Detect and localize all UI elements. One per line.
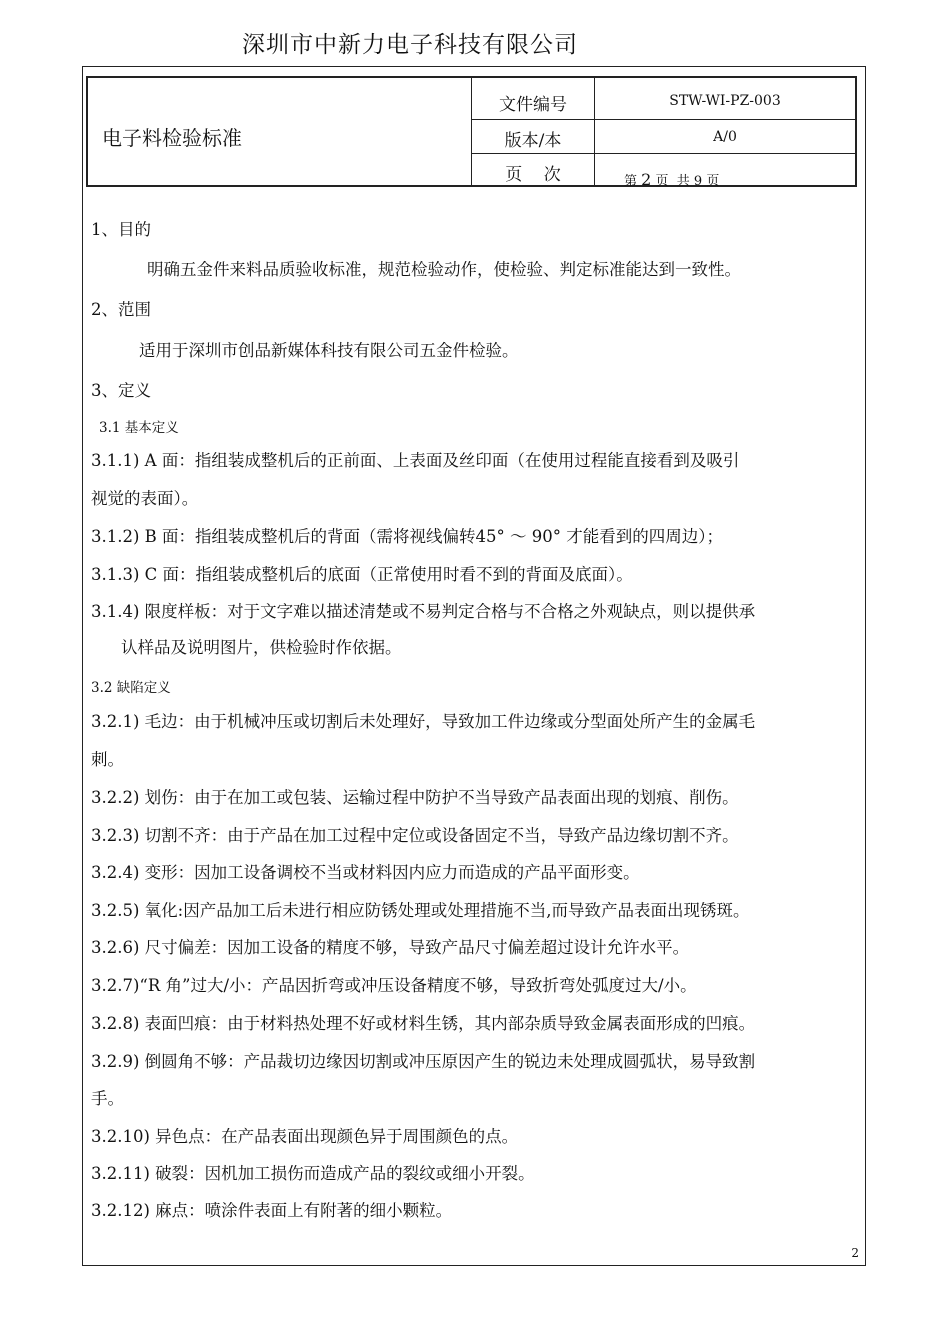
defect-item: 3.2.4) 变形：因加工设备调校不当或材料因内应力而造成的产品平面形变。 [91,863,640,882]
paragraph: 适用于深圳市创品新媒体科技有限公司五金件检验。 [139,341,519,360]
defect-item: 3.2.1) 毛边：由于机械冲压或切割后未处理好，导致加工件边缘或分型面处所产生的金属毛 [91,712,756,731]
definition-item: 3.1.4) 限度样板：对于文字难以描述清楚或不易判定合格与不合格之外观缺点，则以提供承 [91,602,756,621]
subsection-heading: 3.2 缺陷定义 [91,680,171,696]
doc-no-label: 文件编号 [499,95,567,115]
version-label: 版本/本 [504,131,562,151]
definition-item: 认样品及说明图片，供检验时作依据。 [121,638,402,657]
version-value: A/0 [713,129,737,145]
section-heading: 2、范围 [91,300,151,319]
defect-item: 3.2.9) 倒圆角不够：产品裁切边缘因切割或冲压原因产生的锐边未处理成圆弧状，易导致割 [91,1052,756,1071]
section-heading: 1、目的 [91,220,151,239]
page-label: 页 次 [505,165,561,185]
page-current: 2 [641,170,652,189]
document-title: 电子料检验标准 [102,126,242,150]
defect-item: 3.2.2) 划伤：由于在加工或包装、运输过程中防护不当导致产品表面出现的划痕、削伤。 [91,788,739,807]
definition-item: 3.1.1) A 面：指组装成整机后的正前面、上表面及丝印面（在使用过程能直接看到及吸引 [91,451,740,470]
company-name: 深圳市中新力电子科技有限公司 [242,32,578,58]
defect-item: 3.2.6) 尺寸偏差：因加工设备的精度不够，导致产品尺寸偏差超过设计允许水平。 [91,938,690,957]
defect-item: 3.2.12) 麻点：喷涂件表面上有附著的细小颗粒。 [91,1201,453,1220]
section-heading: 3、定义 [91,381,151,400]
definition-item: 视觉的表面）。 [91,489,199,508]
paragraph: 明确五金件来料品质验收标准，规范检验动作，使检验、判定标准能达到一致性。 [147,260,741,279]
subsection-heading: 3.1 基本定义 [99,420,179,436]
defect-item: 3.2.11) 破裂：因机加工损伤而造成产品的裂纹或细小开裂。 [91,1164,535,1183]
defect-item: 3.2.7)“R 角”过大/小：产品因折弯或冲压设备精度不够，导致折弯处弧度过大/小。 [91,976,697,995]
defect-item: 3.2.3) 切割不齐：由于产品在加工过程中定位或设备固定不当，导致产品边缘切割不齐。 [91,826,739,845]
page-mid: 页 共 [655,174,690,189]
defect-item: 3.2.8) 表面凹痕：由于材料热处理不好或材料生锈，其内部杂质导致金属表面形成的凹痕。 [91,1014,756,1033]
table-divider [471,119,855,120]
doc-no-value: STW-WI-PZ-003 [669,93,781,109]
defect-item: 3.2.5) 氧化:因产品加工后未进行相应防锈处理或处理措施不当,而导致产品表面出现锈斑。 [91,901,750,920]
page-prefix: 第 [624,174,638,189]
document-frame [82,66,866,1266]
table-divider [471,153,855,154]
page-number: 2 [851,1246,859,1260]
page-total: 9 [693,174,703,189]
definition-item: 3.1.3) C 面：指组装成整机后的底面（正常使用时看不到的背面及底面）。 [91,565,633,584]
header-table [86,76,857,187]
defect-item: 手。 [91,1089,124,1108]
defect-item: 3.2.10) 异色点：在产品表面出现颜色异于周围颜色的点。 [91,1127,519,1146]
definition-item: 3.1.2) B 面：指组装成整机后的背面（需将视线偏转45° ～ 90° 才能看到的四周边）； [91,527,724,546]
defect-item: 刺。 [91,750,124,769]
page-info [624,170,719,189]
page-suffix: 页 [706,174,720,189]
